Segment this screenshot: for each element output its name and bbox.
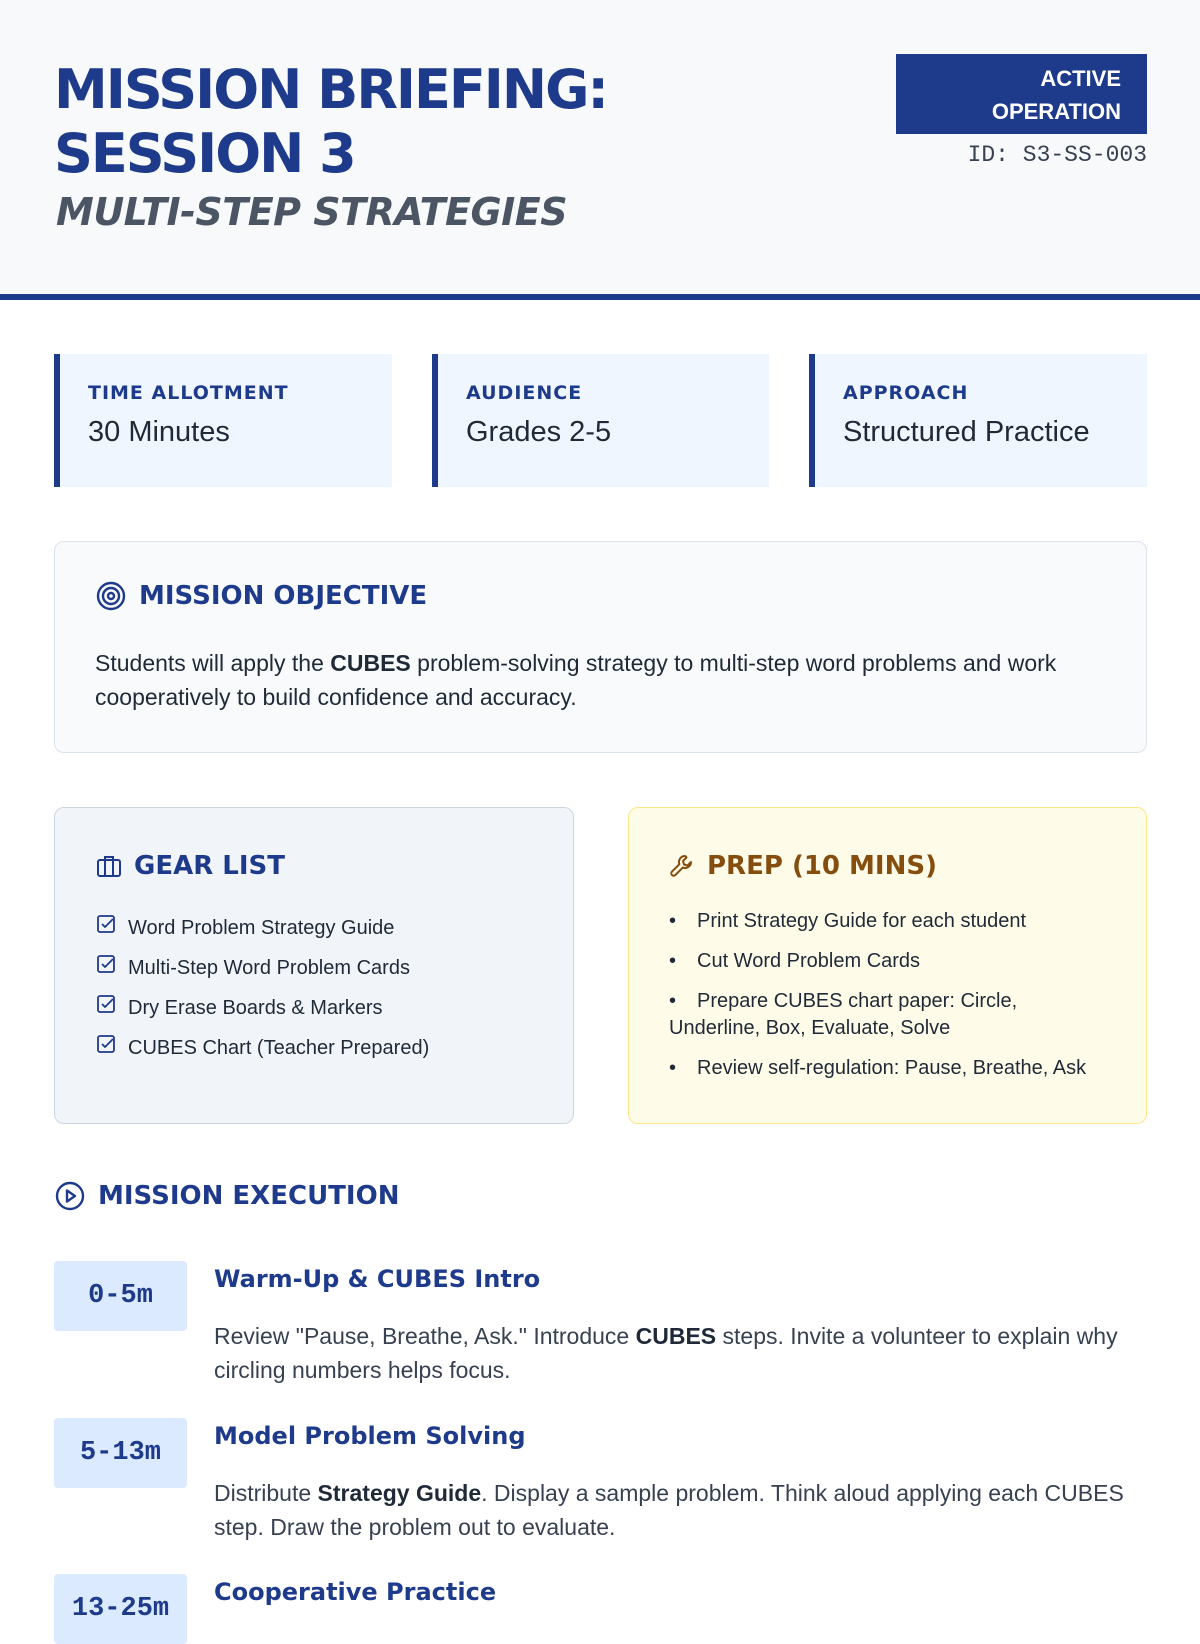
stat-label: TIME ALLOTMENT <box>88 382 289 404</box>
step-title: Cooperative Practice <box>214 1578 497 1606</box>
gear-item-label: Dry Erase Boards & Markers <box>128 997 383 1019</box>
objective-heading-row <box>95 580 427 612</box>
step-description <box>214 1476 1134 1544</box>
timeline-step <box>54 1261 1147 1401</box>
gear-item-label: CUBES Chart (Teacher Prepared) <box>128 1037 430 1059</box>
gear-list-card <box>54 807 574 1124</box>
page-subtitle: MULTI-STEP STRATEGIES <box>56 190 568 234</box>
briefing-header <box>0 0 1200 300</box>
step-time-badge: 0-5m <box>54 1261 187 1331</box>
stat-value: Structured Practice <box>843 416 1090 448</box>
step-title: Model Problem Solving <box>214 1422 526 1450</box>
list-item <box>96 1028 429 1068</box>
mission-objective-card <box>54 541 1147 753</box>
step-title: Warm-Up & CUBES Intro <box>214 1265 541 1293</box>
objective-text-emphasis: CUBES <box>330 650 411 676</box>
timeline-step <box>54 1574 1147 1624</box>
stat-approach <box>809 354 1147 487</box>
checkbox-icon <box>96 948 116 988</box>
step-description-start: Distribute <box>214 1480 318 1506</box>
briefcase-icon <box>96 853 122 879</box>
checkbox-icon <box>96 1028 116 1068</box>
execution-heading: MISSION EXECUTION <box>98 1181 400 1211</box>
timeline-step <box>54 1418 1147 1558</box>
prep-heading-row <box>669 851 937 881</box>
status-badge: ACTIVE OPERATION <box>896 54 1147 134</box>
wrench-icon <box>669 853 695 879</box>
prep-heading: PREP (10 MINS) <box>707 851 937 881</box>
step-description <box>214 1319 1134 1387</box>
list-item <box>96 908 429 948</box>
step-description-emphasis: Strategy Guide <box>317 1480 482 1506</box>
list-item: • Prepare CUBES chart paper: Circle, Underline, Box, Evaluate, Solve <box>669 988 1109 1042</box>
step-description-end: . Display a sample problem. Think aloud applying each CUBES step. Draw the problem out to evaluate. <box>214 1480 1124 1540</box>
list-item: • Cut Word Problem Cards <box>669 948 1109 975</box>
checkbox-icon <box>96 988 116 1028</box>
objective-text-end: problem-solving strategy to multi-step word problems and work cooperatively to build confidence and accuracy. <box>95 650 1057 710</box>
gear-items <box>96 908 429 1068</box>
list-item <box>96 948 429 988</box>
stat-time-allotment <box>54 354 392 487</box>
step-description-start: Review "Pause, Breathe, Ask." Introduce <box>214 1323 636 1349</box>
stat-value: Grades 2-5 <box>466 416 612 448</box>
page-title: MISSION BRIEFING: SESSION 3 <box>54 58 607 185</box>
gear-heading-row <box>96 851 285 881</box>
gear-item-label: Word Problem Strategy Guide <box>128 917 395 939</box>
stat-label: APPROACH <box>843 382 969 404</box>
list-item: • Print Strategy Guide for each student <box>669 908 1109 935</box>
prep-items <box>669 908 1109 1095</box>
gear-item-label: Multi-Step Word Problem Cards <box>128 957 410 979</box>
objective-heading: MISSION OBJECTIVE <box>139 581 428 611</box>
checkbox-icon <box>96 908 116 948</box>
stat-label: AUDIENCE <box>466 382 583 404</box>
operation-id: ID: S3-SS-003 <box>967 142 1147 168</box>
stat-audience <box>432 354 769 487</box>
play-circle-icon <box>54 1180 86 1212</box>
execution-heading-row <box>54 1180 399 1212</box>
step-time-badge: 13-25m <box>54 1574 187 1644</box>
gear-heading: GEAR LIST <box>134 851 285 881</box>
objective-text-start: Students will apply the <box>95 650 331 676</box>
step-time-badge: 5-13m <box>54 1418 187 1488</box>
step-description-emphasis: CUBES <box>635 1323 717 1349</box>
objective-text <box>95 646 1105 714</box>
list-item: • Review self-regulation: Pause, Breathe, Ask <box>669 1055 1109 1082</box>
step-description-end: steps. Invite a volunteer to explain why circling numbers helps focus. <box>214 1323 1118 1383</box>
list-item <box>96 988 429 1028</box>
prep-card <box>628 807 1147 1124</box>
target-icon <box>95 580 127 612</box>
stat-value: 30 Minutes <box>88 416 230 448</box>
